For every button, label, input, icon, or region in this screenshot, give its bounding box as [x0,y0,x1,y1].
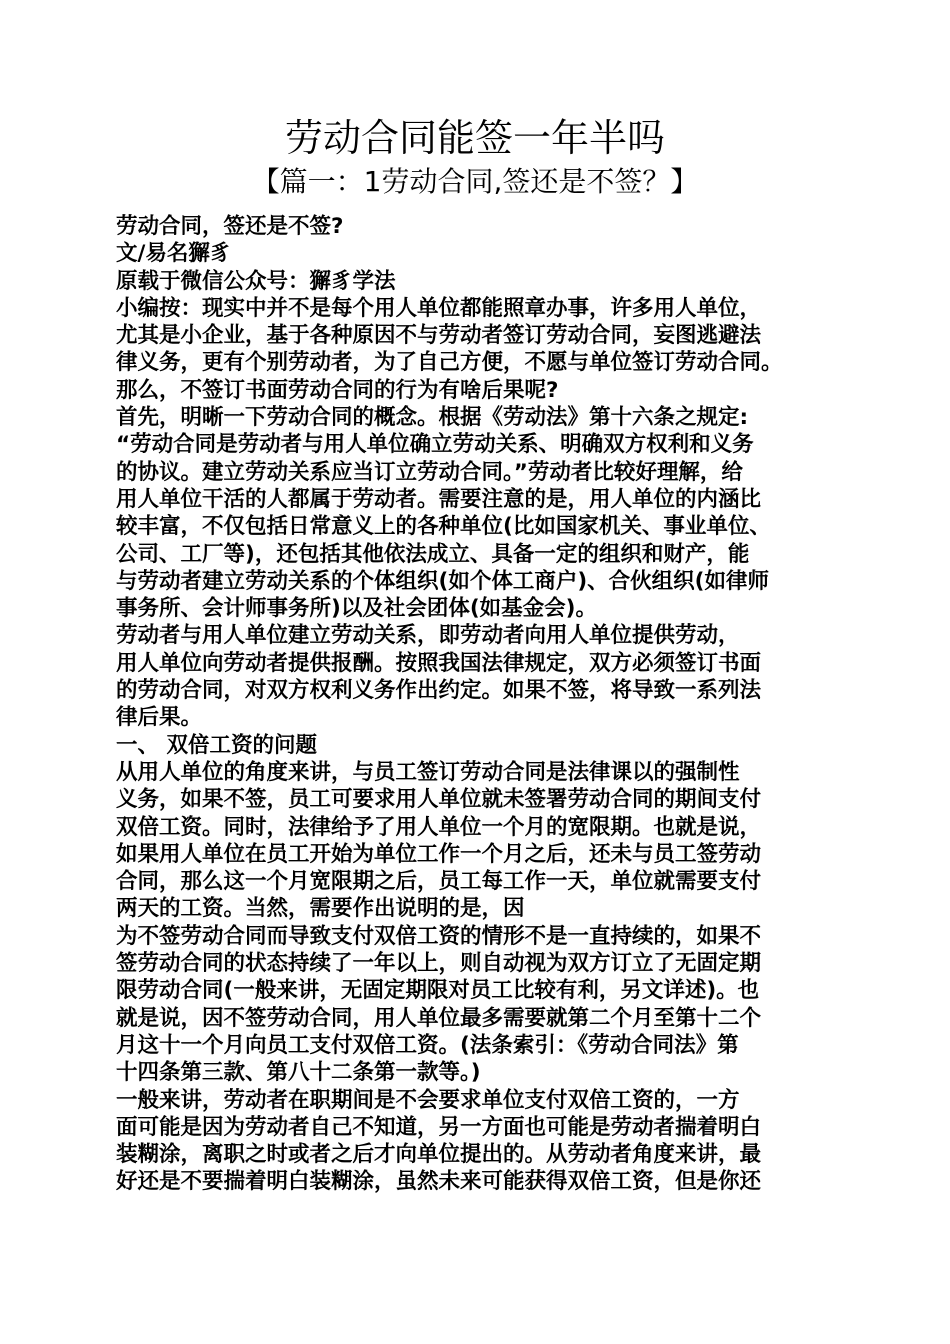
body-text-line: 与劳动者建立劳动关系的个体组织(如个体工商户)、合伙组织(如律师 [116,568,769,594]
body-text-line: 两天的工资。当然，需要作出说明的是，因 [116,896,525,922]
body-text-line: 限劳动合同(一般来讲，无固定期限对员工比较有利，另文详述)。也 [116,978,760,1004]
body-text-line: 装糊涂，离职之时或者之后才向单位提出的。从劳动者角度来讲，最 [116,1142,762,1168]
body-text-line: 劳动者与用人单位建立劳动关系，即劳动者向用人单位提供劳动， [116,623,740,649]
body-text-line: 一般来讲，劳动者在职期间是不会要求单位支付双倍工资的，一方 [116,1087,740,1113]
body-text-line: 公司、工厂等)，还包括其他依法成立、具备一定的组织和财产，能 [116,541,750,567]
body-text-line: 月这十一个月向员工支付双倍工资。(法条索引：《劳动合同法》第 [116,1032,739,1058]
body-text-line: 较丰富，不仅包括日常意义上的各种单位(比如国家机关、事业单位、 [116,514,771,540]
body-text-line: 面可能是因为劳动者自己不知道，另一方面也可能是劳动者揣着明白 [116,1114,762,1140]
body-text-line: 律后果。 [116,705,203,731]
body-text-line: 文/易名獬豸 [116,241,232,267]
body-text-line: 签劳动合同的状态持续了一年以上，则自动视为双方订立了无固定期 [116,951,762,977]
document-body [116,213,844,1196]
body-text-line: 律义务，更有个别劳动者，为了自己方便，不愿与单位签订劳动合同。 [116,350,783,376]
body-text-line: 为不签劳动合同而导致支付双倍工资的情形不是一直持续的，如果不 [116,923,762,949]
body-text-line: 小编按：现实中并不是每个用人单位都能照章办事，许多用人单位， [116,295,762,321]
body-text-line: 如果用人单位在员工开始为单位工作一个月之后，还未与员工签劳动 [116,841,762,867]
body-text-line: 用人单位向劳动者提供报酬。按照我国法律规定，双方必须签订书面 [116,650,762,676]
body-text-line: 首先，明晰一下劳动合同的概念。根据《劳动法》第十六条之规定: [116,405,749,431]
body-text-line: 合同，那么这一个月宽限期之后，员工每工作一天，单位就需要支付 [116,869,762,895]
document-subtitle: 【篇一：1劳动合同,签还是不签？】 [251,165,699,198]
body-text-line: 原载于微信公众号：獬豸学法 [116,268,396,294]
body-text-line: 义务，如果不签，员工可要求用人单位就未签署劳动合同的期间支付 [116,787,762,813]
body-text-line: 十四条第三款、第八十二条第一款等。) [116,1060,481,1086]
body-text-line: 用人单位干活的人都属于劳动者。需要注意的是，用人单位的内涵比 [116,486,762,512]
body-text-line: 好还是不要揣着明白装糊涂，虽然未来可能获得双倍工资，但是你还 [116,1169,762,1195]
body-text-line: 劳动合同，签还是不签? [116,214,344,239]
body-text-line: “劳动合同是劳动者与用人单位确立劳动关系、明确双方权利和义务 [116,432,754,458]
document-title: 劳动合同能签一年半吗 [284,116,665,160]
body-text-line: 尤其是小企业，基于各种原因不与劳动者签订劳动合同，妄图逃避法 [116,323,762,349]
body-text-line: 就是说，因不签劳动合同，用人单位最多需要就第二个月至第十二个 [116,1005,762,1031]
body-text-line: 双倍工资。同时，法律给予了用人单位一个月的宽限期。也就是说， [116,814,762,840]
body-text-line: 从用人单位的角度来讲，与员工签订劳动合同是法律课以的强制性 [116,759,740,785]
body-text-line: 的劳动合同，对双方权利义务作出约定。如果不签，将导致一系列法 [116,678,762,704]
body-text-line: 的协议。建立劳动关系应当订立劳动合同。”劳动者比较好理解，给 [116,459,743,485]
body-text-line: 一、 双倍工资的问题 [116,732,317,758]
body-text-line: 那么，不签订书面劳动合同的行为有啥后果呢? [116,377,559,403]
body-text-line: 事务所、会计师事务所)以及社会团体(如基金会)。 [116,596,597,622]
